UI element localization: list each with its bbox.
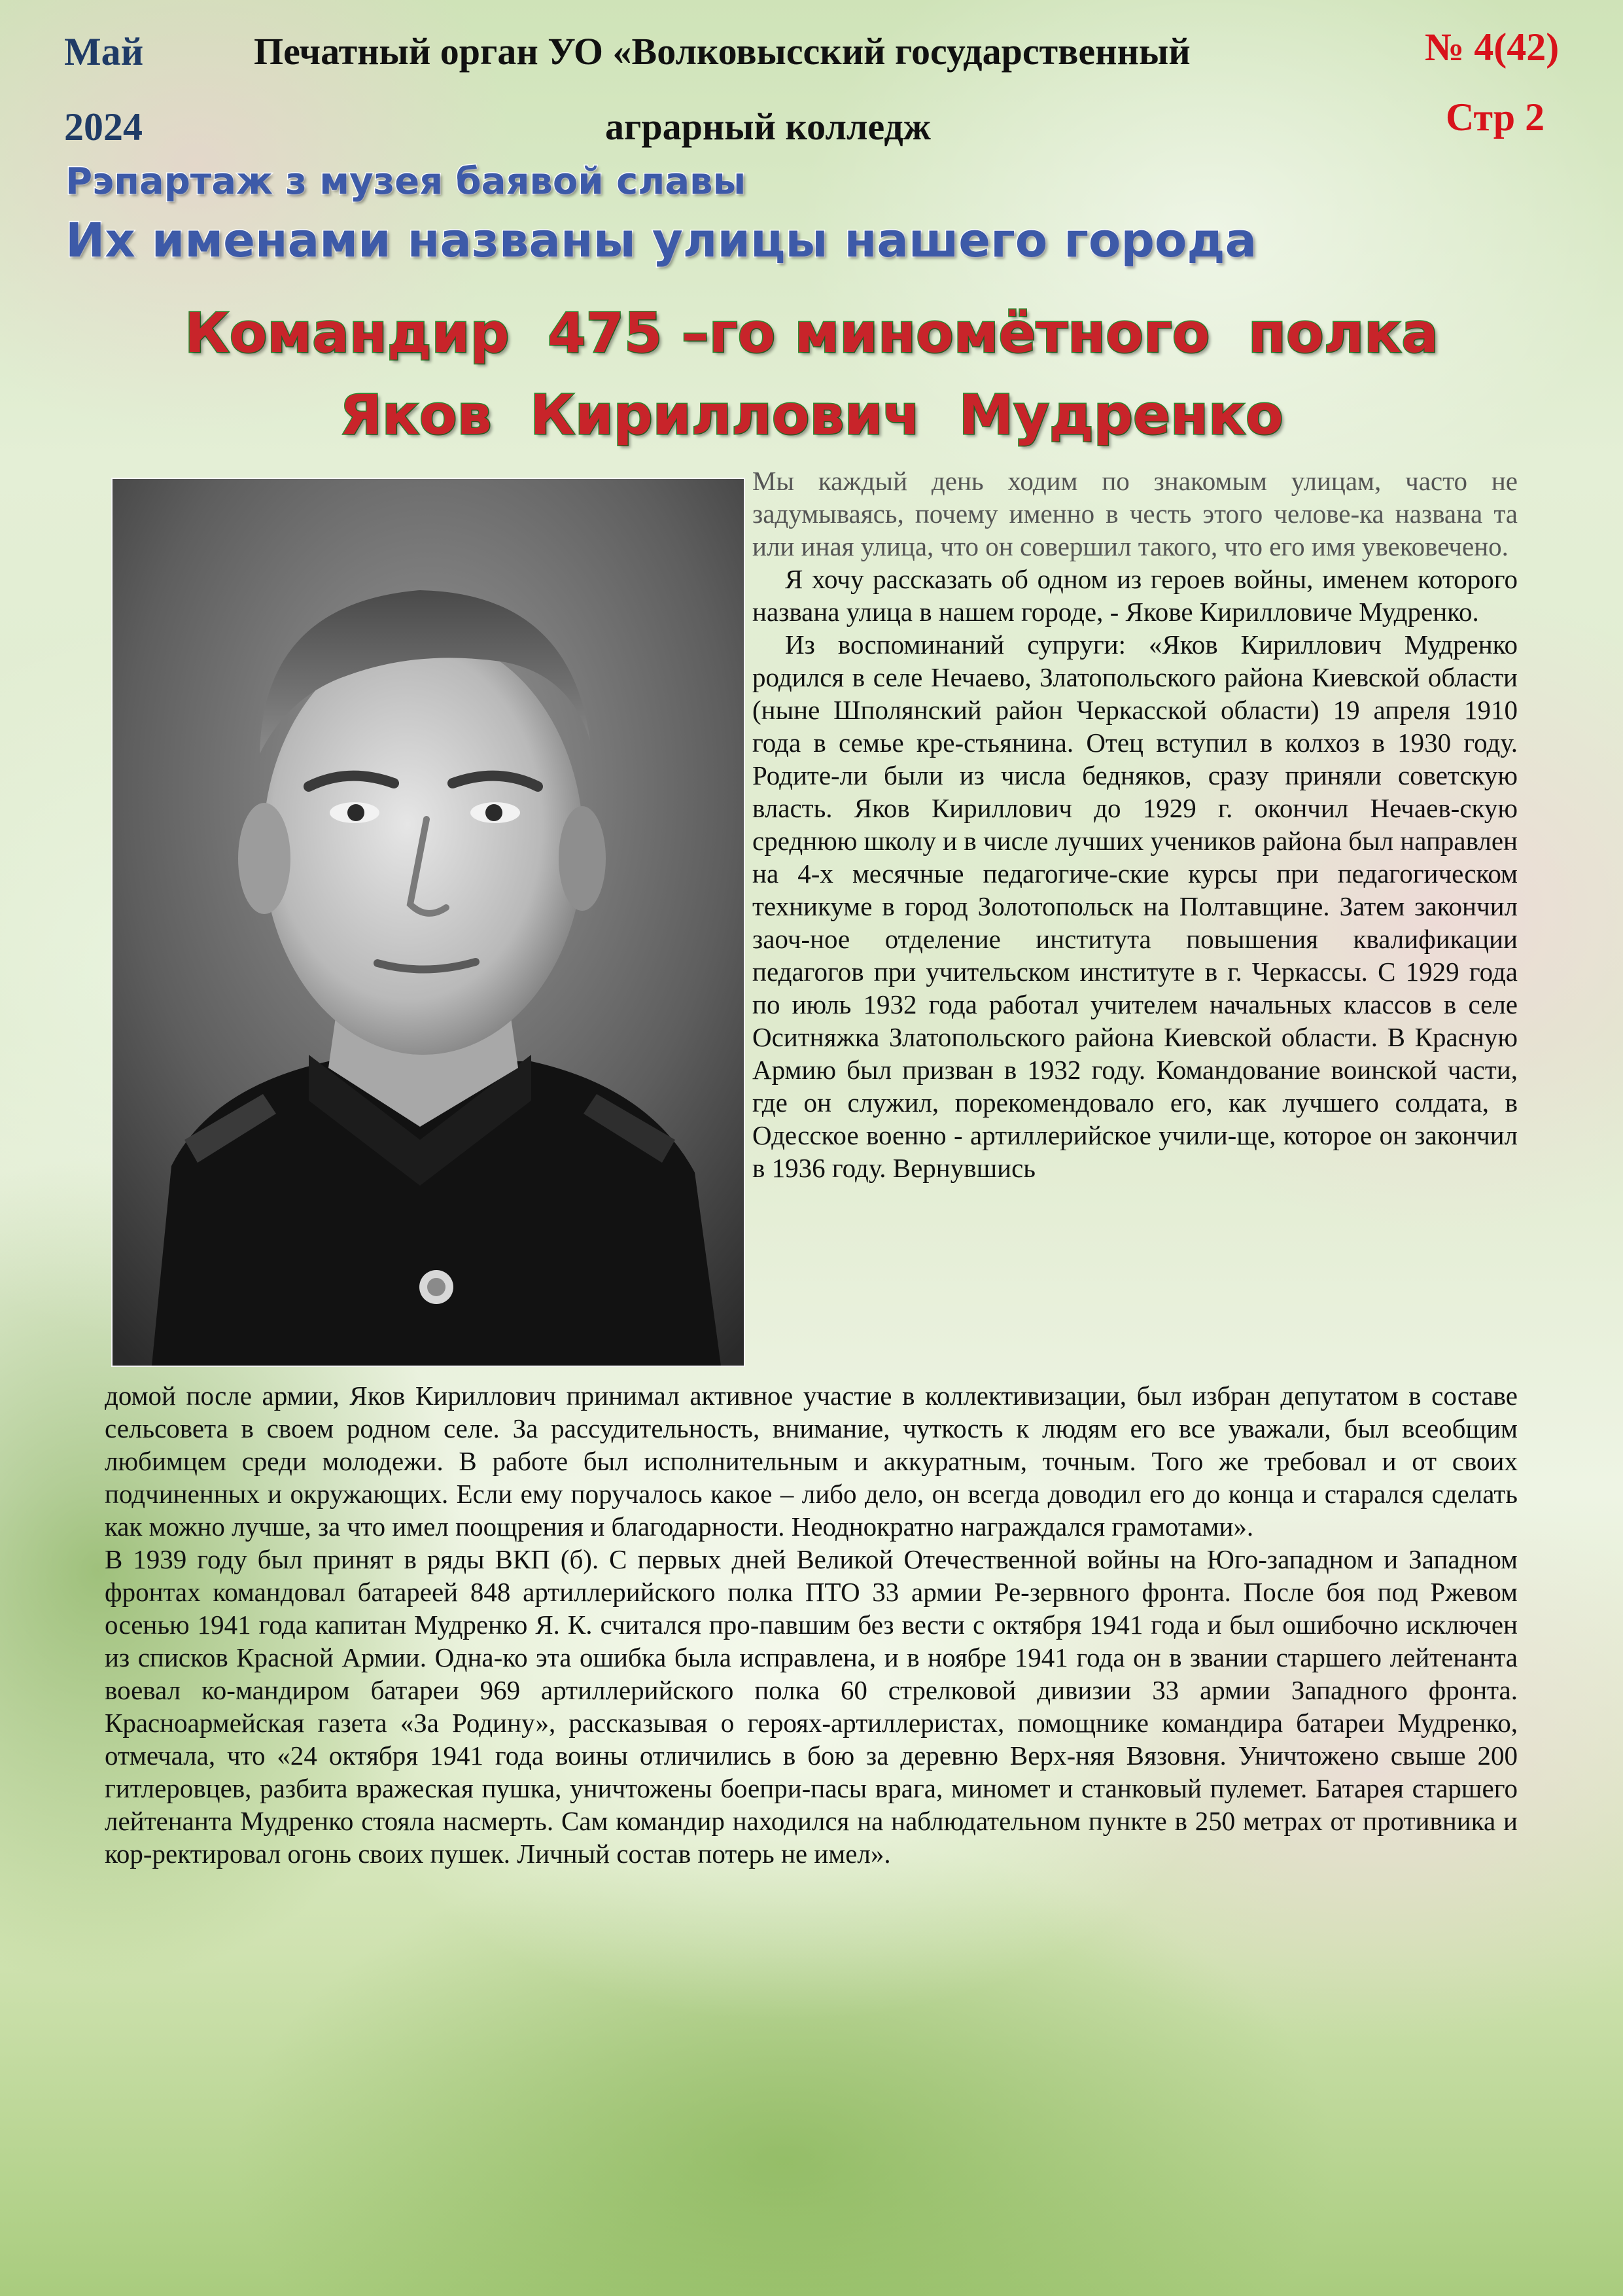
article-full-width (105, 1379, 1518, 1870)
page-number: Стр 2 (1446, 96, 1545, 139)
article-paragraph-4: В 1939 году был принят в ряды ВКП (б). С первых дней Великой Отечественной войны на Юго-западном и Западном фронтах командовал батареей 848 артиллерийского полка ПТО 33 армии Ре-зервного фронта. После боя под Ржевом осенью 1941 года капитан Мудренко Я. К. считался про-павшим без вести с октября 1941 года и был ошибочно исключен из списков Красной Армии. Одна-ко эта ошибка была исправлена, и в ноябре 1941 года он в звании старшего лейтенанта воевал ко-мандиром батареи 969 артиллерийского полка 60 стрелковой дивизии 33 армии Западного фронта. Красноармейская газета «За Родину», рассказывая о героях-артиллеристах, помощнике командира батареи Мудренко, отмечала, что «24 октября 1941 года воины отличились в бою за деревню Верх-няя Вязовня. Уничтожено свыше 200 гитлеровцев, разбита вражеская пушка, уничтожены боепри-пасы врага, миномет и станковый пулемет. Батарея старшего лейтенанта Мудренко стояла насмерть. Сам командир находился на наблюдательном пункте в 250 метрах от противника и кор-ректировал огонь своих пушек. Личный состав потерь не имел». (105, 1544, 1518, 1869)
article-paragraph-3: Из воспоминаний супруги: «Яков Кириллович Мудренко родился в селе Нечаево, Златопольского района Киевской области (ныне Шполянский район Черкасской области) 19 апреля 1910 года в семье кре-стьянина. Отец вступил в колхоз в 1930 году. Родите-ли были из числа бедняков, сразу приняли советскую власть. Яков Кириллович до 1929 г. окончил Нечаев-скую среднюю школу и в числе лучших учеников района был направлен на 4-х месячные педагогиче-ские курсы при педагогическом техникуме в город Золотопольск на Полтавщине. Затем закончил заоч-ное отделение института повышения квалификации педагогов при учительском институте в г. Черкассы. С 1929 года по июль 1932 года работал учителем начальных классов в селе Оситняжка Златопольского района Киевской области. В Красную Армию был призван в 1932 году. Командование воинской части, где он служил, порекомендовало его, как лучшего солдата, в Одесское военно - артиллерийское учили-ще, которое он закончил в 1936 году. Вернувшись (752, 629, 1518, 1183)
headline-line-1: Командир 475 –го миномётного полка (184, 301, 1439, 365)
rubric-museum-report: Рэпартаж з музея баявой славы (65, 160, 746, 203)
portrait-illustration (113, 479, 744, 1366)
portrait-photo (111, 478, 745, 1367)
publisher-line-1: Печатный орган УО «Волковысский государственный (254, 30, 1191, 73)
headline-line-2: Яков Кириллович Мудренко (340, 383, 1283, 447)
issue-year: 2024 (64, 105, 143, 149)
article-paragraph-2: Я хочу рассказать об одном из героев войны, именем которого названа улица в нашем городе, - Якове Кирилловиче Мудренко. (752, 564, 1518, 627)
article-column (752, 465, 1518, 1184)
rubric-streets: Их именами названы улицы нашего города (65, 213, 1257, 268)
article-intro-paragraph: Мы каждый день ходим по знакомым улицам, часто не задумываясь, почему именно в честь этого челове-ка названа та или иная улица, что он совершил такого, что его имя увековечено. (752, 466, 1518, 561)
issue-month: Май (64, 30, 144, 73)
publisher-line-2: аграрный колледж (605, 105, 931, 148)
article-paragraph-3-continued: домой после армии, Яков Кириллович принимал активное участие в коллективизации, был избран депутатом в составе сельсовета в своем родном селе. За рассудительность, внимание, чуткость к людям его все уважали, был всеобщим любимцем среди молодежи. В работе был исполнительным и аккуратным, точным. Того же требовал и от своих подчиненных и окружающих. Если ему поручалось какое – либо дело, он всегда доводил его до конца и старался сделать как можно лучше, за что имел поощрения и благодарности. Неоднократно награждался грамотами». (105, 1381, 1518, 1542)
issue-number: № 4(42) (1425, 26, 1560, 69)
